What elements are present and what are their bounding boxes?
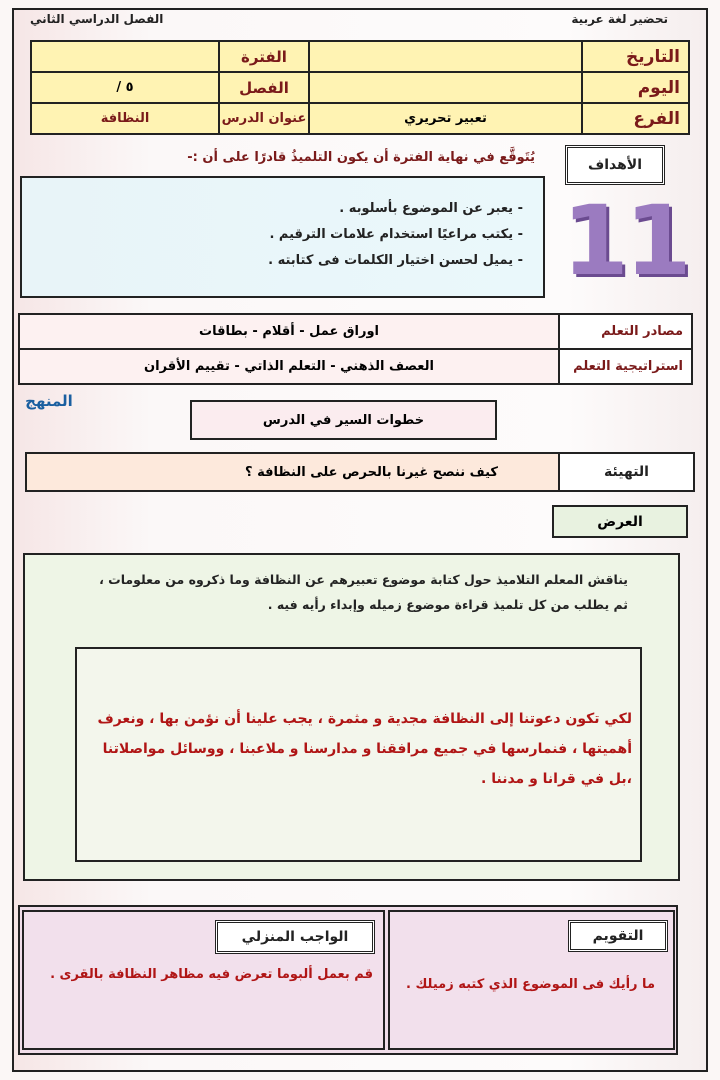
intro-step-value: كيف ننصح غيرنا بالحرص على النظافة ؟ bbox=[245, 464, 498, 480]
sample-text-line: ،بل في قرانا و مدننا . bbox=[481, 771, 632, 787]
lesson-title-value: النظافة bbox=[31, 103, 219, 134]
presentation-text-line: ثم يطلب من كل تلميذ قراءة موضوع زميله وإبداء رأيه فيه . bbox=[267, 597, 628, 612]
day-value bbox=[309, 72, 582, 103]
objectives-box bbox=[20, 176, 545, 298]
subject-header: تحضير لغة عربية bbox=[571, 12, 668, 26]
lesson-number-badge bbox=[562, 186, 688, 296]
strategy-label: استراتيجية التعلم bbox=[559, 349, 692, 384]
branch-value: تعبير تحريري bbox=[309, 103, 582, 134]
sample-text-box bbox=[75, 647, 642, 862]
logo: المنهج bbox=[25, 392, 73, 410]
date-label: التاريخ bbox=[582, 41, 689, 72]
objectives-label: الأهداف bbox=[565, 145, 665, 185]
homework-value: قم بعمل ألبوما تعرض فيه مظاهر النظافة بالقرى . bbox=[50, 967, 373, 982]
objective-item: - يميل لحسن اختيار الكلمات فى كتابته . bbox=[268, 253, 523, 268]
period-value bbox=[31, 41, 219, 72]
sample-text-line: أهميتها ، فنمارسها في جميع مرافقنا و مدارسنا و ملاعبنا ، ووسائل مواصلاتنا bbox=[102, 741, 632, 757]
sources-value: اوراق عمل - أقلام - بطاقات bbox=[19, 314, 559, 349]
steps-title: خطوات السير في الدرس bbox=[190, 400, 497, 440]
date-value bbox=[309, 41, 582, 72]
homework-label: الواجب المنزلي bbox=[215, 920, 375, 954]
intro-step-row bbox=[25, 452, 695, 492]
class-label: الفصل bbox=[219, 72, 309, 103]
badge-number: 11 bbox=[562, 185, 688, 297]
branch-label: الفرع bbox=[582, 103, 689, 134]
class-value: ٥ / bbox=[31, 72, 219, 103]
lesson-title-label: عنوان الدرس bbox=[219, 103, 309, 134]
term-header: الفصل الدراسي الثاني bbox=[30, 12, 164, 26]
evaluation-label: التقويم bbox=[568, 920, 668, 952]
info-table bbox=[30, 40, 690, 135]
objective-item: - يكتب مراعيًا استخدام علامات الترقيم . bbox=[269, 227, 523, 242]
day-label: اليوم bbox=[582, 72, 689, 103]
strategy-value: العصف الذهني - التعلم الذاتي - تقييم الأقران bbox=[19, 349, 559, 384]
presentation-label: العرض bbox=[552, 505, 688, 538]
presentation-box bbox=[23, 553, 680, 881]
resources-table bbox=[18, 313, 693, 385]
objective-item: - يعبر عن الموضوع بأسلوبه . bbox=[339, 201, 523, 216]
objectives-intro: يُتَوقَّع في نهاية الفترة أن يكون التلميذُ قادرًا على أن :- bbox=[187, 150, 535, 165]
sources-label: مصادر التعلم bbox=[559, 314, 692, 349]
sample-text-line: لكي تكون دعوتنا إلى النظافة مجدية و مثمرة ، يجب علينا أن نؤمن بها ، ونعرف bbox=[97, 711, 632, 727]
evaluation-value: ما رأيك فى الموضوع الذي كتبه زميلك . bbox=[405, 977, 655, 992]
presentation-text-line: يناقش المعلم التلاميذ حول كتابة موضوع تعبيرهم عن النظافة وما ذكروه من معلومات ، bbox=[99, 572, 628, 587]
period-label: الفترة bbox=[219, 41, 309, 72]
intro-step-label: التهيئة bbox=[558, 454, 693, 490]
